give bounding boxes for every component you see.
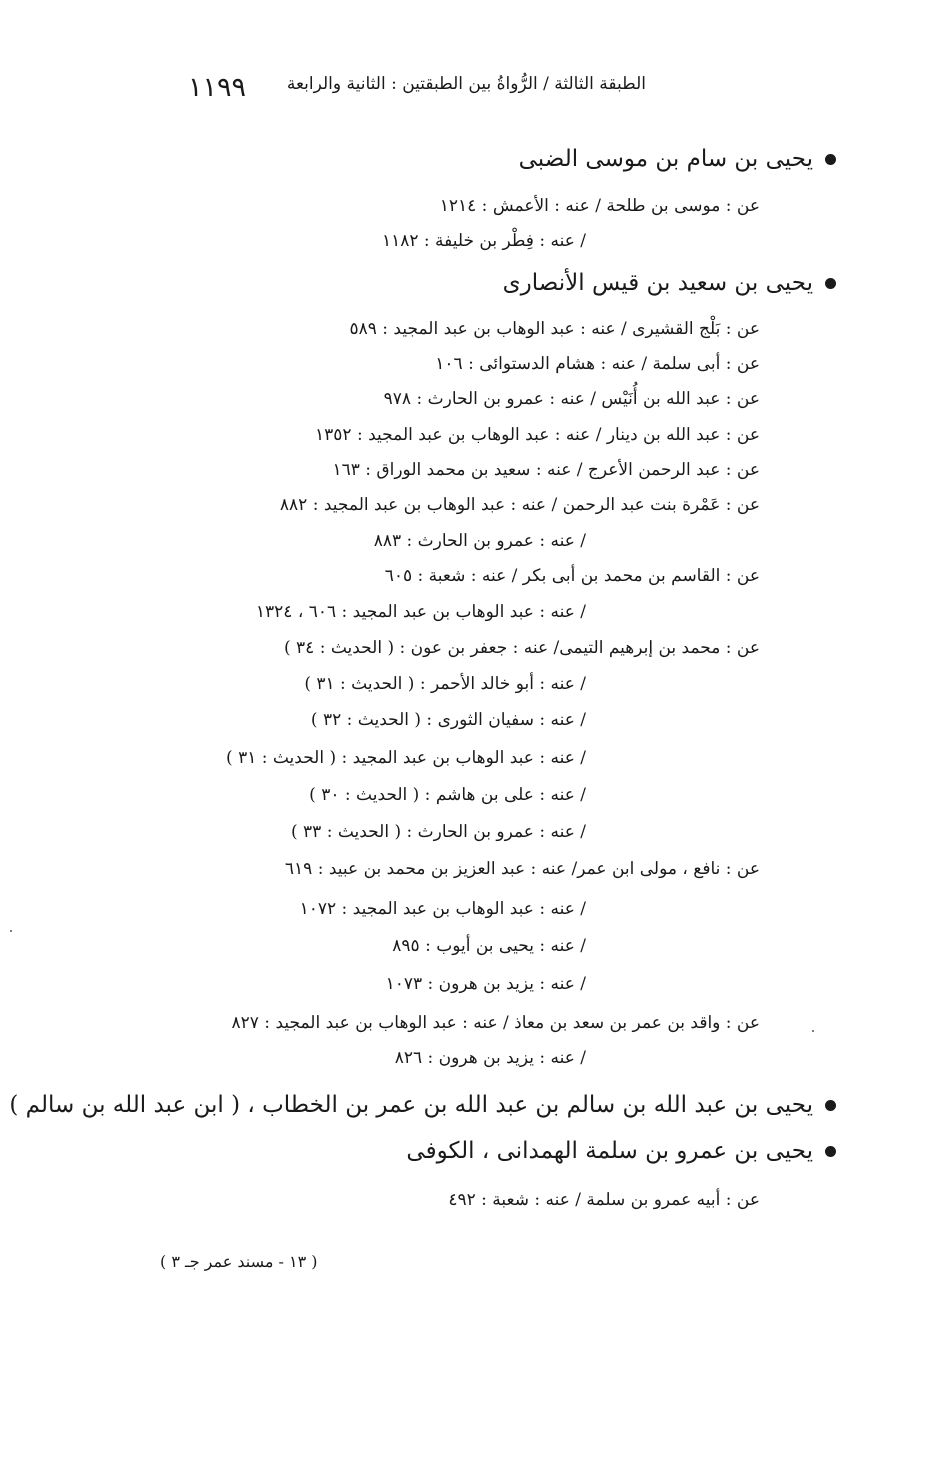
transmission-row: عن : أبى سلمة / عنه : هشام الدستوائى : ١٠٦ — [435, 354, 760, 374]
transmission-row: / عنه : عبد الوهاب بن عبد المجيد : ١٠٧٢ — [299, 899, 586, 919]
transmission-row: عن : بَلْج القشيرى / عنه : عبد الوهاب بن عبد المجيد : ٥٨٩ — [349, 319, 760, 339]
narrator-heading — [503, 270, 836, 296]
transmission-row: / عنه : عمرو بن الحارث : ٨٨٣ — [373, 531, 586, 551]
transmission-row: / عنه : يزيد بن هرون : ١٠٧٣ — [385, 974, 586, 994]
transmission-row: / عنه : أبو خالد الأحمر : ( الحديث : ٣١ ) — [304, 674, 586, 694]
running-header: الطبقة الثالثة / الرُّواةُ بين الطبقتين : الثانية والرابعة — [286, 74, 646, 94]
scan-speck — [10, 930, 12, 932]
transmission-row: عن : عبد الله بن دينار / عنه : عبد الوهاب بن عبد المجيد : ١٣٥٢ — [315, 425, 760, 445]
transmission-row: / عنه : على بن هاشم : ( الحديث : ٣٠ ) — [309, 785, 586, 805]
transmission-row: عن : عَمْرة بنت عبد الرحمن / عنه : عبد الوهاب بن عبد المجيد : ٨٨٢ — [279, 495, 760, 515]
transmission-row: / عنه : عمرو بن الحارث : ( الحديث : ٣٣ ) — [290, 822, 586, 842]
transmission-row: عن : القاسم بن محمد بن أبى بكر / عنه : شعبة : ٦٠٥ — [384, 566, 760, 586]
transmission-row: عن : نافع ، مولى ابن عمر/ عنه : عبد العزيز بن محمد بن عبيد : ٦١٩ — [284, 859, 760, 879]
transmission-row: / عنه : عبد الوهاب بن عبد المجيد : ( الحديث : ٣١ ) — [226, 748, 586, 768]
narrator-heading — [9, 1092, 836, 1118]
page-number: ١١٩٩ — [188, 72, 247, 103]
transmission-row: عن : أبيه عمرو بن سلمة / عنه : شعبة : ٤٩٢ — [448, 1190, 760, 1210]
narrator-name: يحيى بن عبد الله بن سالم بن عبد الله بن عمر بن الخطاب ، ( ابن عبد الله بن سالم ) — [9, 1092, 813, 1118]
narrator-heading — [519, 146, 836, 172]
scan-speck — [812, 1030, 814, 1032]
transmission-row: / عنه : فِطْر بن خليفة : ١١٨٢ — [381, 231, 586, 251]
bullet-icon — [825, 1100, 836, 1111]
bullet-icon — [825, 1146, 836, 1157]
footer-signature: ( ١٣ - مسند عمر جـ ٣ ) — [160, 1252, 318, 1271]
transmission-row: / عنه : يزيد بن هرون : ٨٢٦ — [394, 1048, 586, 1068]
narrator-name: يحيى بن عمرو بن سلمة الهمدانى ، الكوفى — [406, 1138, 813, 1164]
transmission-row: / عنه : سفيان الثورى : ( الحديث : ٣٢ ) — [310, 710, 586, 730]
bullet-icon — [825, 278, 836, 289]
transmission-row: / عنه : يحيى بن أيوب : ٨٩٥ — [392, 936, 586, 956]
narrator-heading — [406, 1138, 836, 1164]
transmission-row: عن : واقد بن عمر بن سعد بن معاذ / عنه : عبد الوهاب بن عبد المجيد : ٨٢٧ — [231, 1013, 760, 1033]
transmission-row: عن : عبد الله بن أُنَيْس / عنه : عمرو بن الحارث : ٩٧٨ — [383, 389, 760, 409]
transmission-row: عن : عبد الرحمن الأعرج / عنه : سعيد بن محمد الوراق : ١٦٣ — [332, 460, 760, 480]
narrator-name: يحيى بن سعيد بن قيس الأنصارى — [502, 270, 813, 296]
transmission-row: عن : محمد بن إبرهيم التيمى/ عنه : جعفر بن عون : ( الحديث : ٣٤ ) — [283, 638, 760, 658]
narrator-name: يحيى بن سام بن موسى الضبى — [518, 146, 813, 172]
bullet-icon — [825, 154, 836, 165]
transmission-row: عن : موسى بن طلحة / عنه : الأعمش : ١٢١٤ — [439, 196, 760, 216]
transmission-row: / عنه : عبد الوهاب بن عبد المجيد : ٦٠٦ ، ١٣٢٤ — [255, 602, 586, 622]
